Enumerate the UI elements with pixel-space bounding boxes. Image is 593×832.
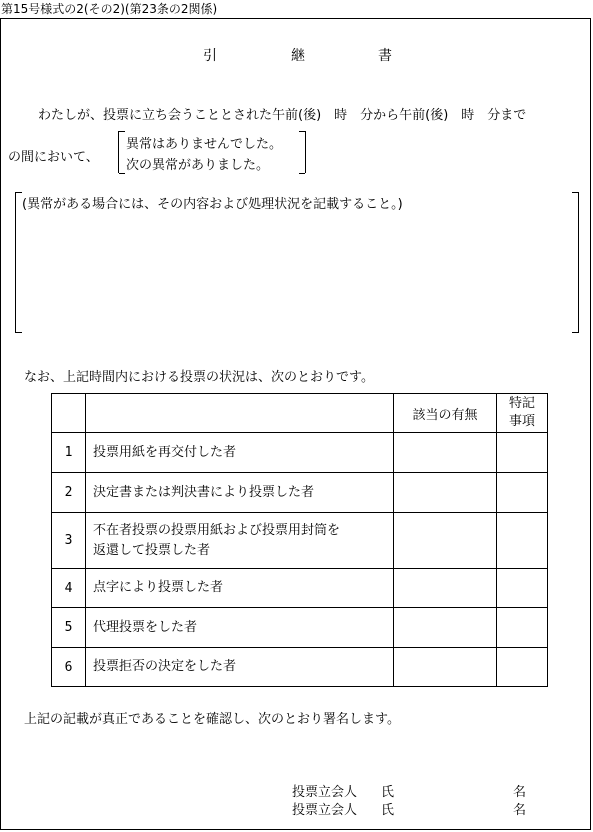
table-intro: なお、上記時間内における投票の状況は、次のとおりです。 bbox=[24, 370, 374, 385]
title-char-3: 書 bbox=[378, 48, 392, 64]
table-row bbox=[52, 433, 548, 473]
special-notes-cell[interactable] bbox=[497, 513, 548, 569]
row-number: 6 bbox=[52, 648, 86, 687]
title-char-2: 継 bbox=[291, 48, 305, 64]
table-row bbox=[52, 648, 548, 687]
special-notes-cell[interactable] bbox=[497, 608, 548, 648]
signature-mei-2: 名 bbox=[513, 803, 527, 818]
row-number: 2 bbox=[52, 473, 86, 513]
signature-mei-1: 名 bbox=[513, 785, 527, 800]
row-number: 1 bbox=[52, 433, 86, 473]
note-bracket-left bbox=[15, 192, 22, 333]
voting-status-table bbox=[51, 393, 548, 687]
special-notes-cell[interactable] bbox=[497, 648, 548, 687]
header-special-line1: 特記 bbox=[508, 396, 535, 411]
signature-role-2: 投票立会人 bbox=[292, 803, 358, 818]
header-desc-cell bbox=[86, 394, 394, 433]
header-applicable: 該当の有無 bbox=[394, 394, 497, 433]
applicable-cell[interactable] bbox=[394, 513, 497, 569]
title-char-1: 引 bbox=[203, 48, 217, 64]
applicable-cell[interactable] bbox=[394, 473, 497, 513]
special-notes-cell[interactable] bbox=[497, 433, 548, 473]
table-row bbox=[52, 608, 548, 648]
statement-line-2: の間において、 bbox=[8, 150, 99, 165]
signature-field-2[interactable] bbox=[400, 797, 505, 815]
signature-shi-2: 氏 bbox=[381, 803, 395, 818]
special-notes-cell[interactable] bbox=[497, 473, 548, 513]
special-notes-cell[interactable] bbox=[497, 569, 548, 608]
statement-line-1: わたしが、投票に立ち会うこととされた午前(後) 時 分から午前(後) 時 分まで bbox=[38, 108, 527, 123]
option-no-abnormality[interactable]: 異常はありませんでした。 bbox=[126, 137, 283, 152]
row-description: 点字により投票した者 bbox=[86, 569, 394, 608]
header-special bbox=[497, 394, 548, 433]
row-description-line2: 返還して投票した者 bbox=[93, 542, 211, 558]
header-special-line2: 事項 bbox=[508, 414, 535, 429]
note-bracket-right bbox=[572, 192, 579, 333]
applicable-cell[interactable] bbox=[394, 433, 497, 473]
table-row bbox=[52, 569, 548, 608]
row-description: 代理投票をした者 bbox=[86, 608, 394, 648]
confirmation-text: 上記の記載が真正であることを確認し、次のとおり署名します。 bbox=[24, 712, 400, 727]
form-number: 第15号様式の2(その2)(第23条の2関係) bbox=[1, 2, 218, 16]
abnormal-details-area[interactable] bbox=[30, 215, 565, 325]
row-description: 投票用紙を再交付した者 bbox=[86, 433, 394, 473]
abnormal-note: (異常がある場合には、その内容および処理状況を記載すること。) bbox=[22, 197, 403, 212]
row-number: 5 bbox=[52, 608, 86, 648]
row-description: 決定書または判決書により投票した者 bbox=[86, 473, 394, 513]
row-description: 投票拒否の決定をした者 bbox=[86, 648, 394, 687]
row-number: 4 bbox=[52, 569, 86, 608]
row-description bbox=[86, 513, 394, 569]
signature-shi-1: 氏 bbox=[381, 785, 395, 800]
option-abnormality[interactable]: 次の異常がありました。 bbox=[126, 158, 270, 173]
table-row bbox=[52, 473, 548, 513]
table-header-row bbox=[52, 394, 548, 433]
signature-field-1[interactable] bbox=[400, 779, 505, 797]
table-row bbox=[52, 513, 548, 569]
applicable-cell[interactable] bbox=[394, 648, 497, 687]
header-num-cell bbox=[52, 394, 86, 433]
signature-role-1: 投票立会人 bbox=[292, 785, 358, 800]
row-description-line1: 不在者投票の投票用紙および投票用封筒を bbox=[93, 522, 341, 538]
row-number: 3 bbox=[52, 513, 86, 569]
applicable-cell[interactable] bbox=[394, 569, 497, 608]
applicable-cell[interactable] bbox=[394, 608, 497, 648]
